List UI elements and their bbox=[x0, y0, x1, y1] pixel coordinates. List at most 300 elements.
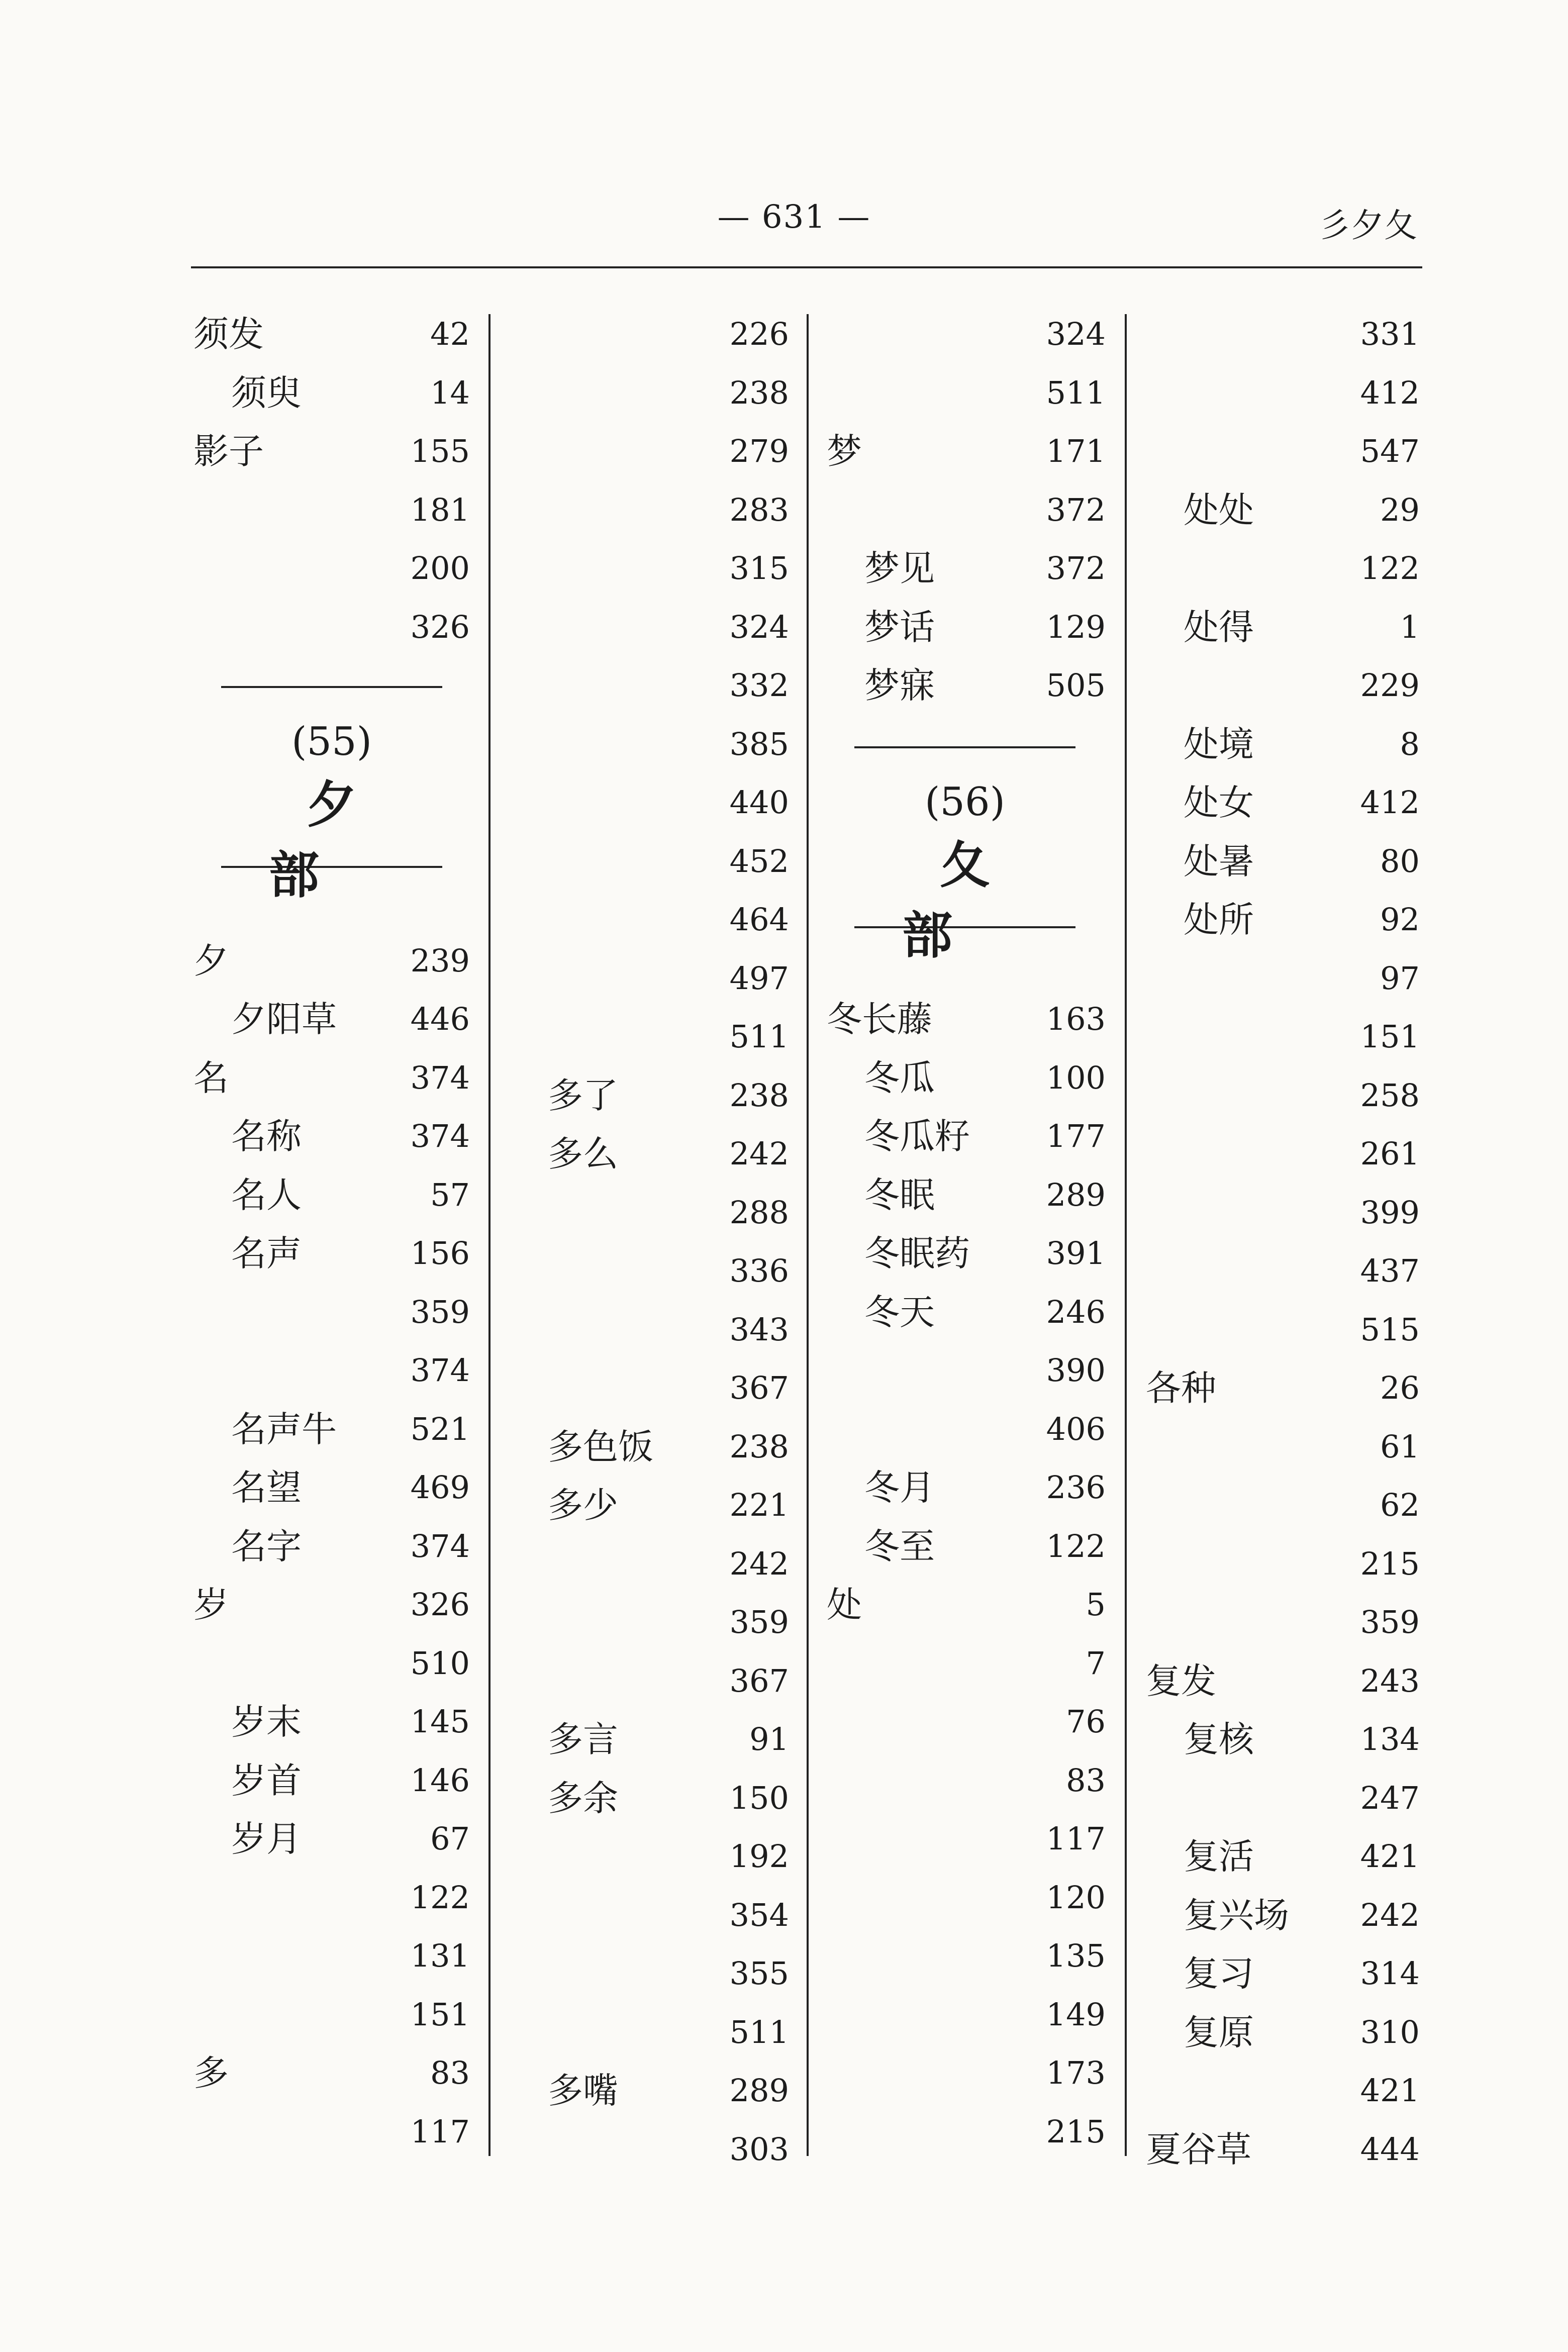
entry-term: 多嘴 bbox=[548, 2070, 618, 2111]
index-entry bbox=[1146, 365, 1420, 421]
index-entry bbox=[510, 307, 789, 362]
entry-page-number: 83 bbox=[1066, 1761, 1106, 1799]
entry-page-number: 1 bbox=[1400, 608, 1420, 645]
entry-page-number: 324 bbox=[1046, 316, 1106, 352]
index-entry bbox=[1146, 600, 1420, 655]
entry-term: 多少 bbox=[548, 1485, 618, 1526]
index-entry bbox=[1146, 1302, 1420, 1357]
index-entry bbox=[510, 834, 789, 889]
header-divider bbox=[191, 266, 1422, 268]
entry-page-number: 326 bbox=[410, 1586, 470, 1623]
index-entry bbox=[827, 658, 1106, 713]
entry-page-number: 367 bbox=[729, 1662, 789, 1699]
entry-term: 冬眠药 bbox=[864, 1233, 970, 1275]
entry-page-number: 511 bbox=[1046, 374, 1106, 411]
entry-page-number: 177 bbox=[1046, 1118, 1106, 1155]
entry-page-number: 310 bbox=[1360, 2013, 1420, 2050]
entry-page-number: 26 bbox=[1380, 1369, 1420, 1406]
index-entry bbox=[510, 1771, 789, 1826]
index-entry bbox=[827, 1460, 1106, 1515]
entry-page-number: 146 bbox=[410, 1761, 470, 1799]
entry-term: 梦见 bbox=[864, 548, 935, 589]
index-entry bbox=[1146, 834, 1420, 889]
entry-page-number: 399 bbox=[1360, 1194, 1420, 1231]
entry-page-number: 385 bbox=[729, 725, 789, 762]
index-entry bbox=[827, 541, 1106, 596]
entry-term: 冬长藤 bbox=[827, 999, 932, 1040]
entry-term: 须发 bbox=[193, 314, 264, 355]
entry-page-number: 215 bbox=[1360, 1545, 1420, 1582]
index-entry bbox=[510, 600, 789, 655]
entry-term: 处处 bbox=[1184, 489, 1254, 531]
entry-term: 复活 bbox=[1184, 1836, 1254, 1877]
entry-page-number: 464 bbox=[729, 901, 789, 938]
index-entry bbox=[1146, 1009, 1420, 1064]
index-entry bbox=[827, 1226, 1106, 1281]
entry-term: 处 bbox=[827, 1584, 862, 1626]
entry-term: 名声牛 bbox=[231, 1408, 337, 1450]
index-entry bbox=[1146, 1829, 1420, 1884]
entry-term: 处暑 bbox=[1184, 840, 1254, 882]
entry-page-number: 437 bbox=[1360, 1252, 1420, 1289]
entry-page-number: 239 bbox=[410, 942, 470, 979]
index-entry bbox=[510, 892, 789, 947]
entry-page-number: 511 bbox=[729, 1018, 789, 1055]
index-entry bbox=[827, 1519, 1106, 1574]
index-entry bbox=[193, 1636, 470, 1691]
entry-page-number: 421 bbox=[1360, 2072, 1420, 2109]
entry-page-number: 14 bbox=[430, 374, 470, 411]
entry-page-number: 315 bbox=[729, 550, 789, 586]
section-rule bbox=[221, 686, 442, 688]
index-entry bbox=[193, 1285, 470, 1340]
index-entry bbox=[827, 1285, 1106, 1340]
entry-page-number: 156 bbox=[410, 1235, 470, 1272]
entry-term: 名人 bbox=[231, 1174, 302, 1216]
entry-page-number: 444 bbox=[1360, 2130, 1420, 2168]
index-entry bbox=[1146, 1243, 1420, 1299]
entry-page-number: 246 bbox=[1046, 1293, 1106, 1330]
entry-page-number: 521 bbox=[410, 1410, 470, 1447]
entry-page-number: 497 bbox=[729, 959, 789, 997]
entry-term: 处所 bbox=[1184, 899, 1254, 940]
entry-page-number: 505 bbox=[1046, 667, 1106, 704]
entry-page-number: 440 bbox=[729, 784, 789, 821]
entry-page-number: 120 bbox=[1046, 1879, 1106, 1916]
entry-page-number: 510 bbox=[410, 1644, 470, 1682]
entry-term: 夕 bbox=[193, 940, 229, 982]
entry-page-number: 359 bbox=[729, 1604, 789, 1640]
index-entry bbox=[510, 1185, 789, 1240]
entry-page-number: 283 bbox=[729, 491, 789, 528]
index-entry bbox=[193, 1811, 470, 1867]
entry-page-number: 374 bbox=[410, 1527, 470, 1564]
index-entry bbox=[193, 1343, 470, 1398]
index-entry bbox=[827, 1987, 1106, 2042]
index-entry bbox=[510, 2063, 789, 2118]
entry-page-number: 134 bbox=[1360, 1721, 1420, 1757]
index-entry bbox=[1146, 1360, 1420, 1416]
index-entry bbox=[1146, 541, 1420, 596]
page-number: — 631 — bbox=[717, 199, 871, 236]
entry-page-number: 243 bbox=[1360, 1662, 1420, 1699]
section-title: 夂部 bbox=[902, 835, 1065, 965]
entry-page-number: 238 bbox=[729, 374, 789, 411]
index-entry bbox=[510, 541, 789, 596]
entry-page-number: 391 bbox=[1046, 1235, 1106, 1272]
entry-page-number: 62 bbox=[1380, 1487, 1420, 1523]
entry-page-number: 242 bbox=[729, 1545, 789, 1582]
entry-page-number: 80 bbox=[1380, 842, 1420, 879]
entry-page-number: 303 bbox=[729, 2130, 789, 2168]
index-entry bbox=[827, 1811, 1106, 1867]
entry-page-number: 151 bbox=[410, 1996, 470, 2033]
entry-term: 多 bbox=[193, 2052, 229, 2094]
index-entry bbox=[193, 482, 470, 538]
section-number: (56) bbox=[924, 779, 1006, 825]
entry-term: 多了 bbox=[548, 1074, 618, 1116]
index-entry bbox=[1146, 424, 1420, 479]
entry-term: 处女 bbox=[1184, 782, 1254, 823]
entry-page-number: 8 bbox=[1400, 725, 1420, 762]
index-entry bbox=[510, 1888, 789, 1943]
index-entry bbox=[1146, 2122, 1420, 2177]
entry-page-number: 76 bbox=[1066, 1703, 1106, 1740]
entry-page-number: 374 bbox=[410, 1118, 470, 1155]
index-entry bbox=[827, 1753, 1106, 1808]
index-entry bbox=[1146, 2005, 1420, 2060]
entry-term: 多言 bbox=[548, 1719, 618, 1760]
index-entry bbox=[1146, 2063, 1420, 2118]
index-entry bbox=[510, 1946, 789, 2001]
index-entry bbox=[510, 1595, 789, 1650]
entry-page-number: 238 bbox=[729, 1428, 789, 1465]
index-entry bbox=[193, 541, 470, 596]
entry-page-number: 446 bbox=[410, 1001, 470, 1038]
entry-page-number: 288 bbox=[729, 1194, 789, 1231]
entry-page-number: 163 bbox=[1046, 1001, 1106, 1038]
entry-page-number: 324 bbox=[729, 608, 789, 645]
entry-term: 名称 bbox=[231, 1116, 302, 1157]
index-entry bbox=[1146, 1185, 1420, 1240]
entry-page-number: 412 bbox=[1360, 374, 1420, 411]
entry-page-number: 131 bbox=[410, 1937, 470, 1975]
entry-term: 岁末 bbox=[231, 1701, 302, 1743]
entry-term: 名 bbox=[193, 1057, 229, 1099]
index-entry bbox=[510, 2005, 789, 2060]
entry-page-number: 412 bbox=[1360, 784, 1420, 821]
entry-page-number: 547 bbox=[1360, 433, 1420, 469]
section-number: (55) bbox=[291, 719, 372, 764]
entry-page-number: 122 bbox=[410, 1879, 470, 1916]
entry-page-number: 421 bbox=[1360, 1838, 1420, 1875]
entry-page-number: 390 bbox=[1046, 1352, 1106, 1389]
entry-page-number: 247 bbox=[1360, 1779, 1420, 1816]
section-rule bbox=[854, 746, 1075, 748]
entry-page-number: 149 bbox=[1046, 1996, 1106, 2033]
entry-term: 各种 bbox=[1146, 1367, 1216, 1409]
entry-page-number: 215 bbox=[1046, 2113, 1106, 2150]
entry-page-number: 83 bbox=[430, 2054, 470, 2092]
index-entry bbox=[193, 1753, 470, 1808]
entry-term: 岁首 bbox=[231, 1759, 302, 1801]
index-entry bbox=[827, 1050, 1106, 1106]
entry-page-number: 150 bbox=[729, 1779, 789, 1816]
entry-page-number: 181 bbox=[410, 491, 470, 528]
index-entry bbox=[193, 1870, 470, 1925]
entry-page-number: 155 bbox=[410, 433, 470, 469]
entry-page-number: 326 bbox=[410, 608, 470, 645]
entry-term: 夕阳草 bbox=[231, 999, 337, 1040]
entry-term: 复原 bbox=[1184, 2011, 1254, 2053]
entry-page-number: 192 bbox=[729, 1838, 789, 1875]
entry-page-number: 122 bbox=[1046, 1527, 1106, 1564]
entry-term: 冬月 bbox=[864, 1467, 935, 1509]
index-entry bbox=[510, 1419, 789, 1475]
entry-term: 复兴场 bbox=[1184, 1894, 1289, 1936]
index-entry bbox=[193, 600, 470, 655]
index-entry bbox=[1146, 482, 1420, 538]
index-entry bbox=[510, 365, 789, 421]
index-entry bbox=[193, 1694, 470, 1749]
entry-term: 复发 bbox=[1146, 1660, 1216, 1702]
entry-page-number: 97 bbox=[1380, 959, 1420, 997]
entry-term: 名望 bbox=[231, 1467, 302, 1509]
index-entry bbox=[827, 1870, 1106, 1925]
entry-term: 冬至 bbox=[864, 1525, 935, 1567]
index-entry bbox=[1146, 1126, 1420, 1182]
index-entry bbox=[1146, 951, 1420, 1006]
column-divider-2 bbox=[807, 314, 809, 2156]
column-divider-1 bbox=[488, 314, 491, 2156]
entry-term: 影子 bbox=[193, 431, 264, 472]
index-entry bbox=[1146, 1419, 1420, 1475]
index-entry bbox=[510, 1126, 789, 1182]
index-entry bbox=[827, 1577, 1106, 1632]
entry-page-number: 29 bbox=[1380, 491, 1420, 528]
index-entry bbox=[510, 717, 789, 772]
index-entry bbox=[193, 1987, 470, 2042]
entry-page-number: 258 bbox=[1360, 1076, 1420, 1114]
radical-header: 彡夕夂 bbox=[1318, 206, 1417, 245]
entry-page-number: 354 bbox=[729, 1896, 789, 1933]
entry-term: 岁 bbox=[193, 1584, 229, 1626]
index-entry bbox=[510, 1712, 789, 1767]
index-entry bbox=[193, 1519, 470, 1574]
entry-page-number: 332 bbox=[729, 667, 789, 704]
index-entry bbox=[510, 1829, 789, 1884]
entry-page-number: 226 bbox=[729, 316, 789, 352]
entry-page-number: 314 bbox=[1360, 1955, 1420, 1992]
index-entry bbox=[1146, 892, 1420, 947]
entry-page-number: 173 bbox=[1046, 2054, 1106, 2092]
index-entry bbox=[193, 1577, 470, 1632]
index-entry bbox=[193, 2045, 470, 2101]
entry-page-number: 336 bbox=[729, 1252, 789, 1289]
index-entry bbox=[827, 1343, 1106, 1398]
entry-term: 复核 bbox=[1184, 1719, 1254, 1760]
entry-term: 梦 bbox=[827, 431, 862, 472]
index-entry bbox=[193, 1109, 470, 1164]
index-entry bbox=[193, 992, 470, 1047]
entry-page-number: 92 bbox=[1380, 901, 1420, 938]
entry-page-number: 5 bbox=[1086, 1586, 1106, 1623]
index-entry bbox=[510, 1302, 789, 1357]
entry-page-number: 238 bbox=[729, 1076, 789, 1114]
entry-page-number: 372 bbox=[1046, 491, 1106, 528]
entry-term: 冬瓜 bbox=[864, 1057, 935, 1099]
index-entry bbox=[193, 933, 470, 989]
entry-page-number: 42 bbox=[430, 316, 470, 352]
index-entry bbox=[193, 307, 470, 362]
index-entry bbox=[510, 1009, 789, 1064]
index-entry bbox=[827, 2045, 1106, 2101]
index-entry bbox=[193, 1402, 470, 1457]
entry-page-number: 91 bbox=[749, 1721, 789, 1757]
index-entry bbox=[510, 2122, 789, 2177]
entry-page-number: 367 bbox=[729, 1369, 789, 1406]
section-title: 夕部 bbox=[269, 775, 432, 905]
entry-term: 多么 bbox=[548, 1133, 618, 1174]
entry-page-number: 236 bbox=[1046, 1469, 1106, 1506]
index-entry bbox=[827, 2104, 1106, 2160]
entry-page-number: 469 bbox=[410, 1469, 470, 1506]
index-entry bbox=[827, 1928, 1106, 1984]
index-entry bbox=[827, 482, 1106, 538]
index-entry bbox=[510, 1653, 789, 1709]
index-entry bbox=[1146, 307, 1420, 362]
entry-page-number: 242 bbox=[729, 1135, 789, 1172]
index-entry bbox=[1146, 1888, 1420, 1943]
index-entry bbox=[1146, 1536, 1420, 1592]
entry-page-number: 289 bbox=[729, 2072, 789, 2109]
entry-term: 处境 bbox=[1184, 723, 1254, 765]
entry-term: 名声 bbox=[231, 1233, 302, 1275]
index-entry bbox=[193, 1226, 470, 1281]
index-entry bbox=[510, 658, 789, 713]
index-entry bbox=[827, 1694, 1106, 1749]
index-entry bbox=[1146, 1595, 1420, 1650]
entry-page-number: 331 bbox=[1360, 316, 1420, 352]
entry-page-number: 242 bbox=[1360, 1896, 1420, 1933]
entry-page-number: 374 bbox=[410, 1059, 470, 1096]
index-entry bbox=[193, 365, 470, 421]
entry-page-number: 151 bbox=[1360, 1018, 1420, 1055]
index-entry bbox=[193, 424, 470, 479]
entry-page-number: 100 bbox=[1046, 1059, 1106, 1096]
entry-term: 处得 bbox=[1184, 606, 1254, 648]
index-entry bbox=[827, 1109, 1106, 1164]
index-entry bbox=[1146, 775, 1420, 830]
index-entry bbox=[1146, 1712, 1420, 1767]
entry-term: 冬眠 bbox=[864, 1174, 935, 1216]
index-entry bbox=[1146, 1478, 1420, 1533]
entry-page-number: 343 bbox=[729, 1311, 789, 1348]
index-entry bbox=[1146, 1068, 1420, 1123]
entry-page-number: 374 bbox=[410, 1352, 470, 1389]
index-entry bbox=[510, 424, 789, 479]
index-entry bbox=[827, 307, 1106, 362]
entry-term: 梦话 bbox=[864, 606, 935, 648]
entry-term: 复习 bbox=[1184, 1953, 1254, 1994]
entry-term: 夏谷草 bbox=[1146, 2128, 1251, 2170]
index-entry bbox=[827, 1402, 1106, 1457]
index-entry bbox=[1146, 1653, 1420, 1709]
entry-page-number: 359 bbox=[410, 1293, 470, 1330]
entry-term: 岁月 bbox=[231, 1818, 302, 1860]
entry-page-number: 57 bbox=[430, 1176, 470, 1213]
index-entry bbox=[1146, 1771, 1420, 1826]
entry-page-number: 61 bbox=[1380, 1428, 1420, 1465]
entry-page-number: 200 bbox=[410, 550, 470, 586]
index-entry bbox=[827, 600, 1106, 655]
entry-page-number: 67 bbox=[430, 1820, 470, 1857]
index-entry bbox=[510, 1536, 789, 1592]
entry-page-number: 129 bbox=[1046, 608, 1106, 645]
index-entry bbox=[827, 1167, 1106, 1223]
entry-page-number: 406 bbox=[1046, 1410, 1106, 1447]
column-divider-3 bbox=[1125, 314, 1127, 2156]
index-entry bbox=[193, 1167, 470, 1223]
index-entry bbox=[193, 1460, 470, 1515]
entry-page-number: 372 bbox=[1046, 550, 1106, 586]
entry-page-number: 289 bbox=[1046, 1176, 1106, 1213]
index-entry bbox=[827, 424, 1106, 479]
entry-term: 须臾 bbox=[231, 372, 302, 414]
index-entry bbox=[1146, 658, 1420, 713]
entry-page-number: 515 bbox=[1360, 1311, 1420, 1348]
index-entry bbox=[510, 482, 789, 538]
entry-page-number: 261 bbox=[1360, 1135, 1420, 1172]
entry-page-number: 355 bbox=[729, 1955, 789, 1992]
section-header-55 bbox=[221, 686, 442, 905]
index-entry bbox=[510, 951, 789, 1006]
entry-term: 冬天 bbox=[864, 1291, 935, 1333]
entry-page-number: 452 bbox=[729, 842, 789, 879]
entry-term: 多色饭 bbox=[548, 1426, 653, 1467]
entry-page-number: 359 bbox=[1360, 1604, 1420, 1640]
index-entry bbox=[510, 1478, 789, 1533]
entry-page-number: 511 bbox=[729, 2013, 789, 2050]
entry-page-number: 221 bbox=[729, 1487, 789, 1523]
entry-page-number: 135 bbox=[1046, 1937, 1106, 1975]
index-entry bbox=[1146, 717, 1420, 772]
entry-term: 名字 bbox=[231, 1525, 302, 1567]
index-entry bbox=[193, 2104, 470, 2160]
entry-page-number: 7 bbox=[1086, 1644, 1106, 1682]
entry-page-number: 171 bbox=[1046, 433, 1106, 469]
index-entry bbox=[1146, 1946, 1420, 2001]
entry-page-number: 279 bbox=[729, 433, 789, 469]
entry-page-number: 145 bbox=[410, 1703, 470, 1740]
entry-page-number: 229 bbox=[1360, 667, 1420, 704]
index-entry bbox=[193, 1050, 470, 1106]
section-header-56 bbox=[854, 746, 1075, 965]
entry-term: 冬瓜籽 bbox=[864, 1116, 970, 1157]
index-entry bbox=[510, 1068, 789, 1123]
index-entry bbox=[510, 1243, 789, 1299]
index-entry bbox=[827, 365, 1106, 421]
index-entry bbox=[193, 1928, 470, 1984]
entry-term: 梦寐 bbox=[864, 665, 935, 706]
index-entry bbox=[827, 992, 1106, 1047]
index-entry bbox=[510, 775, 789, 830]
entry-page-number: 117 bbox=[410, 2113, 470, 2150]
entry-page-number: 117 bbox=[1046, 1820, 1106, 1857]
entry-page-number: 122 bbox=[1360, 550, 1420, 586]
index-entry bbox=[827, 1636, 1106, 1691]
entry-term: 多余 bbox=[548, 1777, 618, 1819]
